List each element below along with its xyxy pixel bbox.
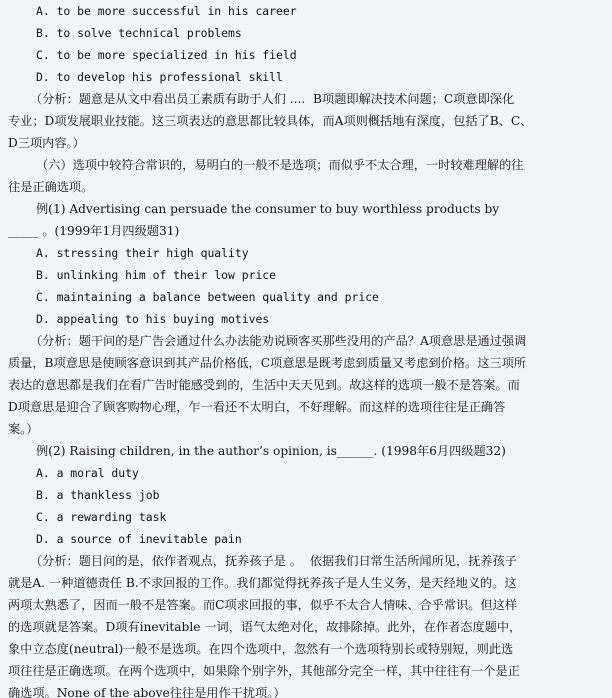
analysis-line: D三项内容。） (8, 136, 85, 150)
section-heading-cont: 往是正确选项。 (8, 180, 94, 194)
analysis-line: 象中立态度(neutral)一般不是选项。在四个选项中，忽然有一个选项特别长或特别短，则此选 (8, 642, 514, 656)
analysis-line: 项往往是正确选项。在两个选项中，如果除个别字外，其他部分完全一样，其中往往有一个是正 (8, 664, 520, 678)
analysis-line: 两项太熟悉了，因而一般不是答案。而C项求回报的事，似乎不太合人情味、合乎常识。但这样 (8, 598, 518, 612)
analysis-line: 质量，B项意思是使顾客意识到其产品价格低，C项意思是既考虑到质量又考虑到价格。这三项所 (8, 356, 526, 370)
analysis-line: 案。） (8, 422, 39, 436)
analysis-line: 就是A. 一种道德责任 B.不求回报的工作。我们都觉得抚养孩子是人生义务，是天经地义的。这 (8, 576, 517, 590)
option-c-ex2: C. a rewarding task (36, 510, 167, 524)
option-d-q0: D. to develop his professional skill (36, 70, 283, 84)
option-a-ex1: A. stressing their high quality (36, 246, 249, 260)
analysis-line: D项意思是迎合了顾客购物心理，乍一看还不太明白，不好理解。而这样的选项往往是正确答 (8, 400, 506, 414)
example-1-stem: 例(1) Advertising can persuade the consumer to buy worthless products by (36, 202, 500, 216)
analysis-line: 专业；D项发展职业技能。这三项表达的意思都比较具体，而A项则概括地有深度，包括了B、C、 (8, 114, 533, 128)
option-a-q0: A. to be more successful in his career (36, 4, 297, 18)
analysis-line: （分析：题干问的是广告会通过什么办法能劝说顾客买那些没用的产品？A项意思是通过强调 (30, 334, 527, 348)
example-2-stem: 例(2) Raising children, in the author’s opinion, is______. (1998年6月四级题32) (36, 444, 506, 458)
analysis-line: （分析：题目问的是，依作者观点，抚养孩子是 。 依据我们日常生活所闻所见，抚养孩子 (30, 554, 517, 568)
option-d-ex2: D. a source of inevitable pain (36, 532, 242, 546)
option-a-ex2: A. a moral duty (36, 466, 139, 480)
option-c-q0: C. to be more specialized in his field (36, 48, 297, 62)
analysis-line: 表达的意思都是我们在看广告时能感受到的，生活中天天见到。故这样的选项一般不是答案。而 (8, 378, 520, 392)
analysis-line: 确选项。None of the above往往是用作干扰项。） (8, 686, 286, 698)
example-1-source: _____ 。(1999年1月四级题31) (8, 224, 180, 238)
analysis-line: 的选项就是答案。D项有inevitable 一词，语气太绝对化，故排除掉。此外，在作者态度题中， (8, 620, 522, 634)
option-d-ex1: D. appealing to his buying motives (36, 312, 270, 326)
option-b-ex2: B. a thankless job (36, 488, 160, 502)
option-b-q0: B. to solve technical problems (36, 26, 242, 40)
option-c-ex1: C. maintaining a balance between quality and price (36, 290, 379, 304)
analysis-line: （分析：题意是从文中看出员工素质有助于人们 .... B项题即解决技术问题；C项意即深化 (30, 92, 515, 106)
section-heading: （六）选项中较符合常识的，易明白的一般不是选项；而似乎不太合理，一时较难理解的往 (36, 158, 524, 172)
option-b-ex1: B. unlinking him of their low price (36, 268, 277, 282)
